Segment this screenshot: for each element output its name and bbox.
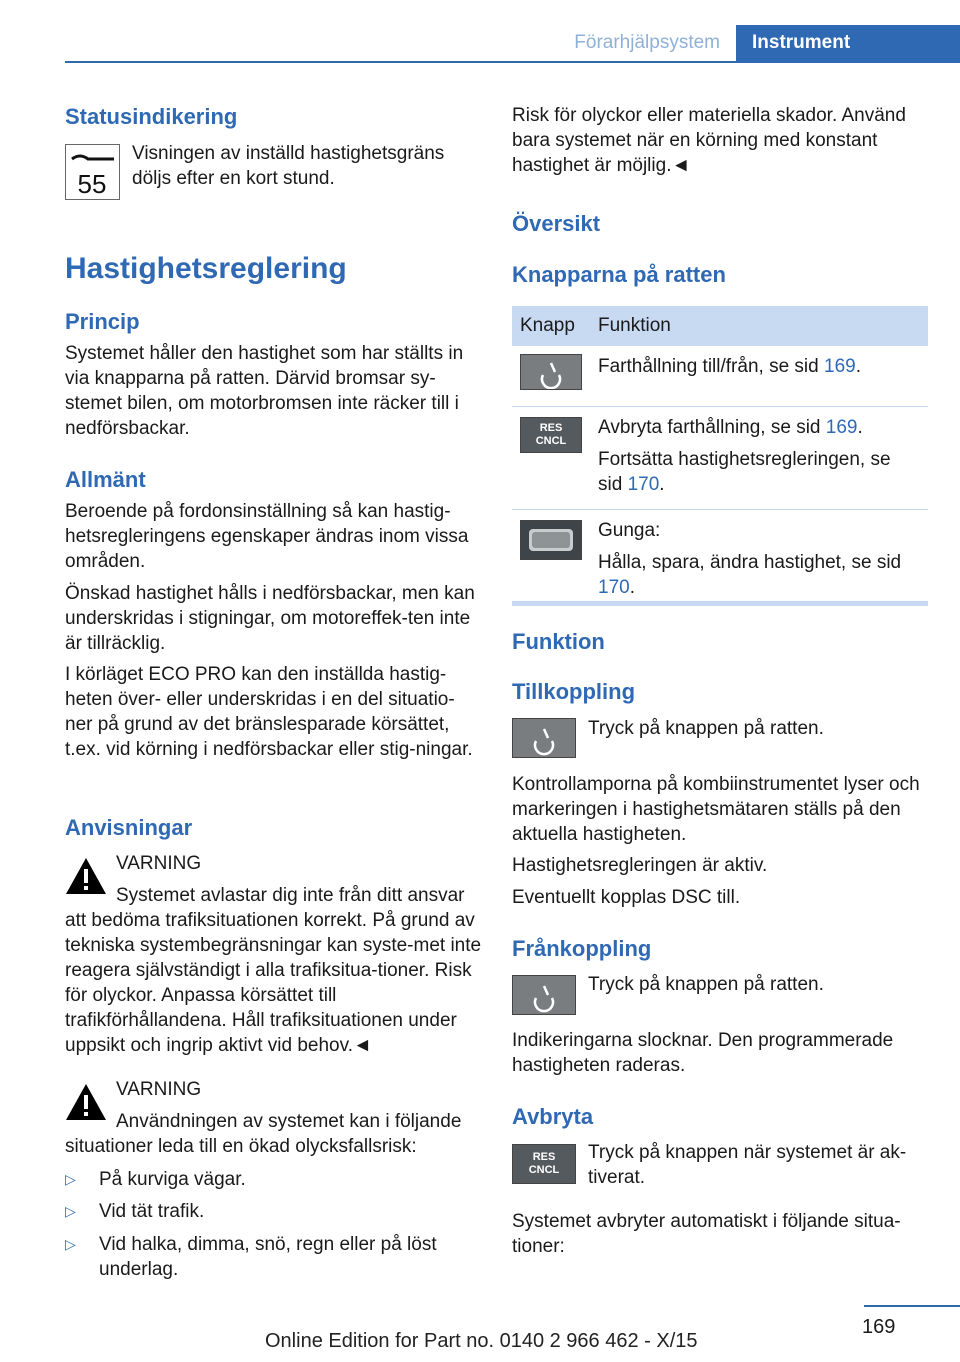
table-cell-function: Gunga: Hålla, spara, ändra hastighet, se sid 170.: [590, 509, 928, 612]
list-item: [65, 1199, 481, 1225]
intro-text: Risk för olyckor eller materiella skador. Använd bara systemet när en körning med konstant hastighet är möjlig.◄: [512, 105, 906, 176]
header-tab-section: Förarhjälpsystem: [536, 25, 736, 61]
anvisningar-heading: Anvisningar: [65, 815, 193, 840]
table-header-row: [512, 306, 928, 346]
buttons-table: [512, 306, 928, 612]
status-text: Visningen av inställd hastighetsgräns döljs efter en kort stund.: [132, 143, 445, 189]
column-header-knapp: Knapp: [512, 306, 590, 346]
function-text: Farthållning till/från, se sid: [598, 356, 824, 377]
table-row: [512, 406, 928, 509]
list-item: [65, 1167, 481, 1193]
header-tab-chapter: Instrument: [736, 25, 960, 61]
table-row: [512, 509, 928, 612]
table-cell-button: [512, 346, 590, 406]
function-text: Hålla, spara, ändra hastighet, se sid: [598, 551, 902, 573]
list-item-text: Vid tät trafik.: [99, 1201, 205, 1222]
page-link-170[interactable]: 170: [627, 473, 660, 495]
footer-edition: Online Edition for Part no. 0140 2 966 462 - X/15: [265, 1330, 698, 1352]
svg-text:55: 55: [77, 169, 107, 199]
list-item-text: På kurviga vägar.: [99, 1169, 246, 1190]
cruise-toggle-icon: [512, 975, 576, 1015]
warning-2-first-line: Användningen av systemet kan i följande: [116, 1111, 462, 1132]
warning-2-title: VARNING: [116, 1079, 202, 1100]
res-cncl-icon: RES CNCL: [520, 417, 582, 453]
tillkoppling-paragraph-1: Kontrollamporna på kombiinstrumentet lyser och markeringen i hastighetsmätaren ställs på den aktuella hastigheten.: [512, 774, 920, 845]
princip-text: Systemet håller den hastighet som har ställts in via knapparna på ratten. Därvid bromsar sy-stemet bilen, om motorbromsen inte räcker till i nedförsbackar.: [65, 343, 464, 439]
header-rule: [65, 61, 960, 63]
frankoppling-action: Tryck på knappen på ratten.: [588, 974, 824, 995]
warning-1-first-line: Systemet avlastar dig inte från ditt ansvar: [116, 885, 465, 906]
tillkoppling-heading: Tillkoppling: [512, 679, 636, 704]
table-cell-function: Avbryta farthållning, se sid 169. Fortsätta hastighetsregleringen, se sid 170.: [590, 406, 928, 509]
list-item-text: Vid halka, dimma, snö, regn eller på löst underlag.: [99, 1234, 437, 1280]
page-link-170[interactable]: 170: [598, 576, 630, 598]
tillkoppling-paragraph-2: Hastighetsregleringen är aktiv.: [512, 855, 768, 876]
res-cncl-icon: RES CNCL: [512, 1144, 576, 1184]
avbryta-heading: Avbryta: [512, 1104, 594, 1129]
warning-1-title: VARNING: [116, 853, 202, 874]
knappar-heading: Knapparna på ratten: [512, 262, 726, 287]
funktion-heading: Funktion: [512, 629, 605, 654]
tillkoppling-paragraph-3: Eventuellt kopplas DSC till.: [512, 887, 741, 908]
function-text: Avbryta farthållning, se sid: [598, 416, 826, 438]
bullet-marker: ▷: [65, 1203, 76, 1219]
page-number: 169: [862, 1316, 896, 1338]
allmant-paragraph-2: Önskad hastighet hålls i nedförsbackar, men kan underskridas i stigningar, om motoreffek-ten inte är tillräcklig.: [65, 583, 475, 654]
table-cell-button: [512, 406, 590, 509]
table-cell-function: Farthållning till/från, se sid 169.: [590, 346, 928, 406]
avbryta-action: Tryck på knappen när systemet är ak-tiverat.: [588, 1142, 907, 1188]
list-item: [65, 1232, 481, 1284]
oversikt-heading: Översikt: [512, 211, 601, 236]
warning-1-text: att bedöma trafiksituationen korrekt. På grund av tekniska systembegränsningar kan syste-met inte reagera självständigt i alla trafiksitua-tioner. Risk för olyckor. Anpassa körsättet till trafikförhållandena. Håll trafiksituationen under uppsikt och ingrip aktivt vid behov.◄: [65, 910, 482, 1056]
table-row: [512, 346, 928, 406]
cruise-toggle-icon: [520, 354, 582, 390]
bullet-marker: ▷: [65, 1171, 76, 1187]
rocker-switch-icon: [520, 520, 582, 560]
allmant-paragraph-1: Beroende på fordonsinställning så kan hastig-hetsregleringens egenskaper ändras inom vissa områden.: [65, 501, 469, 572]
allmant-paragraph-3: I körläget ECO PRO kan den inställda hastig-heten över- eller underskridas i en del situatio-ner på grund av det bränslesparade körsättet, t.ex. vid körning i nedförsbackar eller stig-ningar.: [65, 664, 473, 760]
main-heading: Hastighetsreglering: [65, 252, 347, 285]
warning-icon: [65, 1082, 107, 1122]
warning-2-text: situationer leda till en ökad olycksfallsrisk:: [65, 1136, 417, 1157]
page-link-169[interactable]: 169: [824, 356, 856, 377]
allmant-heading: Allmänt: [65, 467, 146, 492]
warning-icon: [65, 856, 107, 896]
frankoppling-heading: Frånkoppling: [512, 936, 652, 961]
tillkoppling-action: Tryck på knappen på ratten.: [588, 718, 824, 739]
bullet-marker: ▷: [65, 1236, 76, 1252]
page-link-169[interactable]: 169: [825, 416, 858, 438]
column-header-funktion: Funktion: [590, 306, 928, 346]
avbryta-paragraph-1: Systemet avbryter automatiskt i följande situa-tioner:: [512, 1211, 901, 1257]
status-heading: Statusindikering: [65, 104, 238, 129]
princip-heading: Princip: [65, 309, 140, 334]
speed-limit-icon: [65, 144, 120, 200]
frankoppling-paragraph-1: Indikeringarna slocknar. Den programmerade hastigheten raderas.: [512, 1030, 894, 1076]
cruise-toggle-icon: [512, 718, 576, 758]
function-text: Gunga:: [598, 519, 661, 541]
table-bottom-rule: [512, 601, 928, 606]
function-text: Fortsätta hastighetsregleringen, se sid: [598, 448, 891, 495]
footer-rule: [864, 1305, 960, 1307]
table-cell-button: [512, 509, 590, 612]
